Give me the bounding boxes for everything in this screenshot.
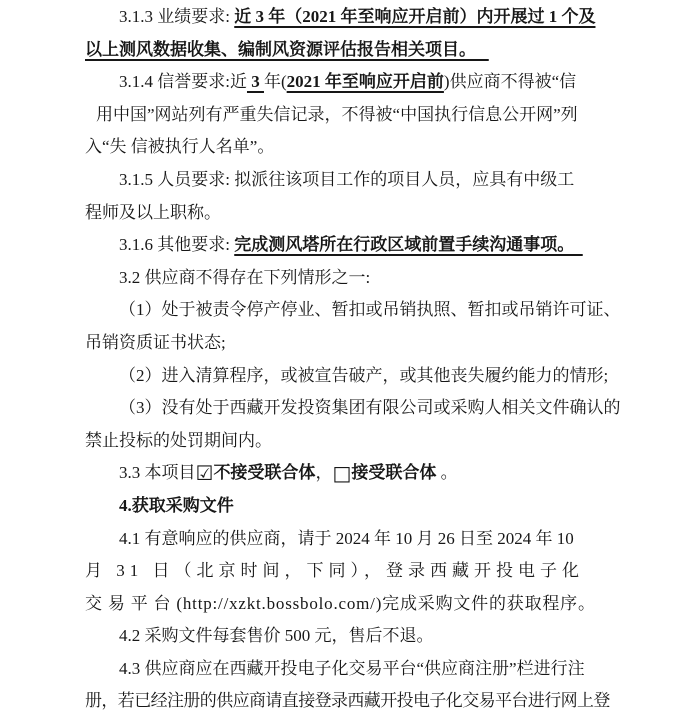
text-segment: （3）没有处于西藏开发投资集团有限公司或采购人相关文件确认的 <box>119 398 621 418</box>
checkbox-checked-icon: ☑ <box>195 461 214 486</box>
text-segment: 以上测风数据收集、编制风资源评估报告相关项目。 <box>85 39 489 59</box>
clause-3-2-item-1 <box>85 294 690 327</box>
clause-3-1-5-cont <box>85 197 690 230</box>
text-segment: ， <box>315 463 333 483</box>
text-segment: 3.1.4 信誉要求:近 <box>119 72 247 92</box>
clause-3-1-4-cont <box>85 99 690 132</box>
text-segment: )供应商不得被“信 <box>443 72 577 92</box>
clause-4-1 <box>85 523 690 556</box>
text-segment: 月 31 日（北京时间，下同），登录西藏开投电子化 <box>85 561 584 581</box>
text-segment: 3.1.5 人员要求: 拟派往该项目工作的项目人员，应具有中级工 <box>119 169 575 189</box>
text-segment: 3.3 本项目 <box>119 463 196 483</box>
text-segment: 2021 年至响应开启前 <box>286 72 444 92</box>
clause-3-1-5 <box>85 164 690 197</box>
clause-3-1-4-cont2 <box>85 131 690 164</box>
platform-url: http://xzkt.bossbolo.com/ <box>182 593 376 613</box>
text-segment: 吊销资质证书状态; <box>85 332 226 352</box>
text-segment: 交 易 平 台 ( <box>85 593 183 613</box>
text-segment: （1）处于被责令停产停业、暂扣或吊销执照、暂扣或吊销许可证、 <box>119 300 621 320</box>
clause-3-2-item-2 <box>85 360 690 393</box>
clause-4-1-cont <box>85 555 690 588</box>
section-4-heading <box>85 490 690 523</box>
text-segment: 3.2 供应商不得存在下列情形之一: <box>119 267 371 287</box>
text-segment: 4.1 有意响应的供应商，请于 2024 年 10 月 26 日至 2024 年 10 <box>119 528 574 548</box>
text-segment: 不接受联合体 <box>213 463 316 483</box>
clause-4-3 <box>85 653 690 686</box>
text-segment: )完成采购文件的获取程序。 <box>375 593 596 613</box>
clause-3-2-item-3-cont <box>85 425 690 458</box>
clause-3-2 <box>85 262 690 295</box>
text-segment: （2）进入清算程序，或被宣告破产，或其他丧失履约能力的情形; <box>119 365 609 385</box>
text-segment: 4.2 采购文件每套售价 500 元，售后不退。 <box>119 626 434 646</box>
text-segment: 接受联合体 <box>351 463 437 483</box>
text-segment: 入“失 信被执行人名单”。 <box>85 137 275 157</box>
text-segment: 用中国”网站列有严重失信记录，不得被“中国执行信息公开网”列 <box>96 104 578 124</box>
text-segment: 册，若已经注册的供应商请直接登录西藏开投电子化交易平台进行网上登 <box>85 691 610 711</box>
text-segment: 3.1.6 其他要求: <box>119 235 235 255</box>
clause-4-2 <box>85 620 690 653</box>
clause-4-1-cont2 <box>85 588 690 621</box>
text-segment: 年( <box>263 72 287 92</box>
document-text-block <box>85 1 690 718</box>
clause-3-3 <box>85 457 690 490</box>
clause-3-1-6 <box>85 229 690 262</box>
text-segment: 程师及以上职称。 <box>85 202 221 222</box>
clause-3-1-3 <box>85 1 690 34</box>
clause-3-2-item-3 <box>85 392 690 425</box>
clause-4-3-cont <box>85 685 690 718</box>
text-segment: 4.3 供应商应在西藏开投电子化交易平台“供应商注册”栏进行注 <box>119 658 585 678</box>
text-segment: 。 <box>436 463 458 483</box>
clause-3-2-item-1-cont <box>85 327 690 360</box>
clause-3-1-4 <box>85 66 690 99</box>
text-segment: 3.1.3 业绩要求: <box>119 7 235 26</box>
clause-3-1-3-cont <box>85 34 690 67</box>
checkbox-unchecked-icon: □ <box>332 461 352 486</box>
text-segment: 完成测风塔所在行政区域前置手续沟通事项。 <box>234 235 583 255</box>
text-segment: 4.获取采购文件 <box>119 495 234 515</box>
text-segment: 3 <box>246 72 264 92</box>
text-segment: 禁止投标的处罚期间内。 <box>85 430 272 450</box>
text-segment: 近 3 年（2021 年至响应开启前）内开展过 1 个及 <box>234 7 596 26</box>
